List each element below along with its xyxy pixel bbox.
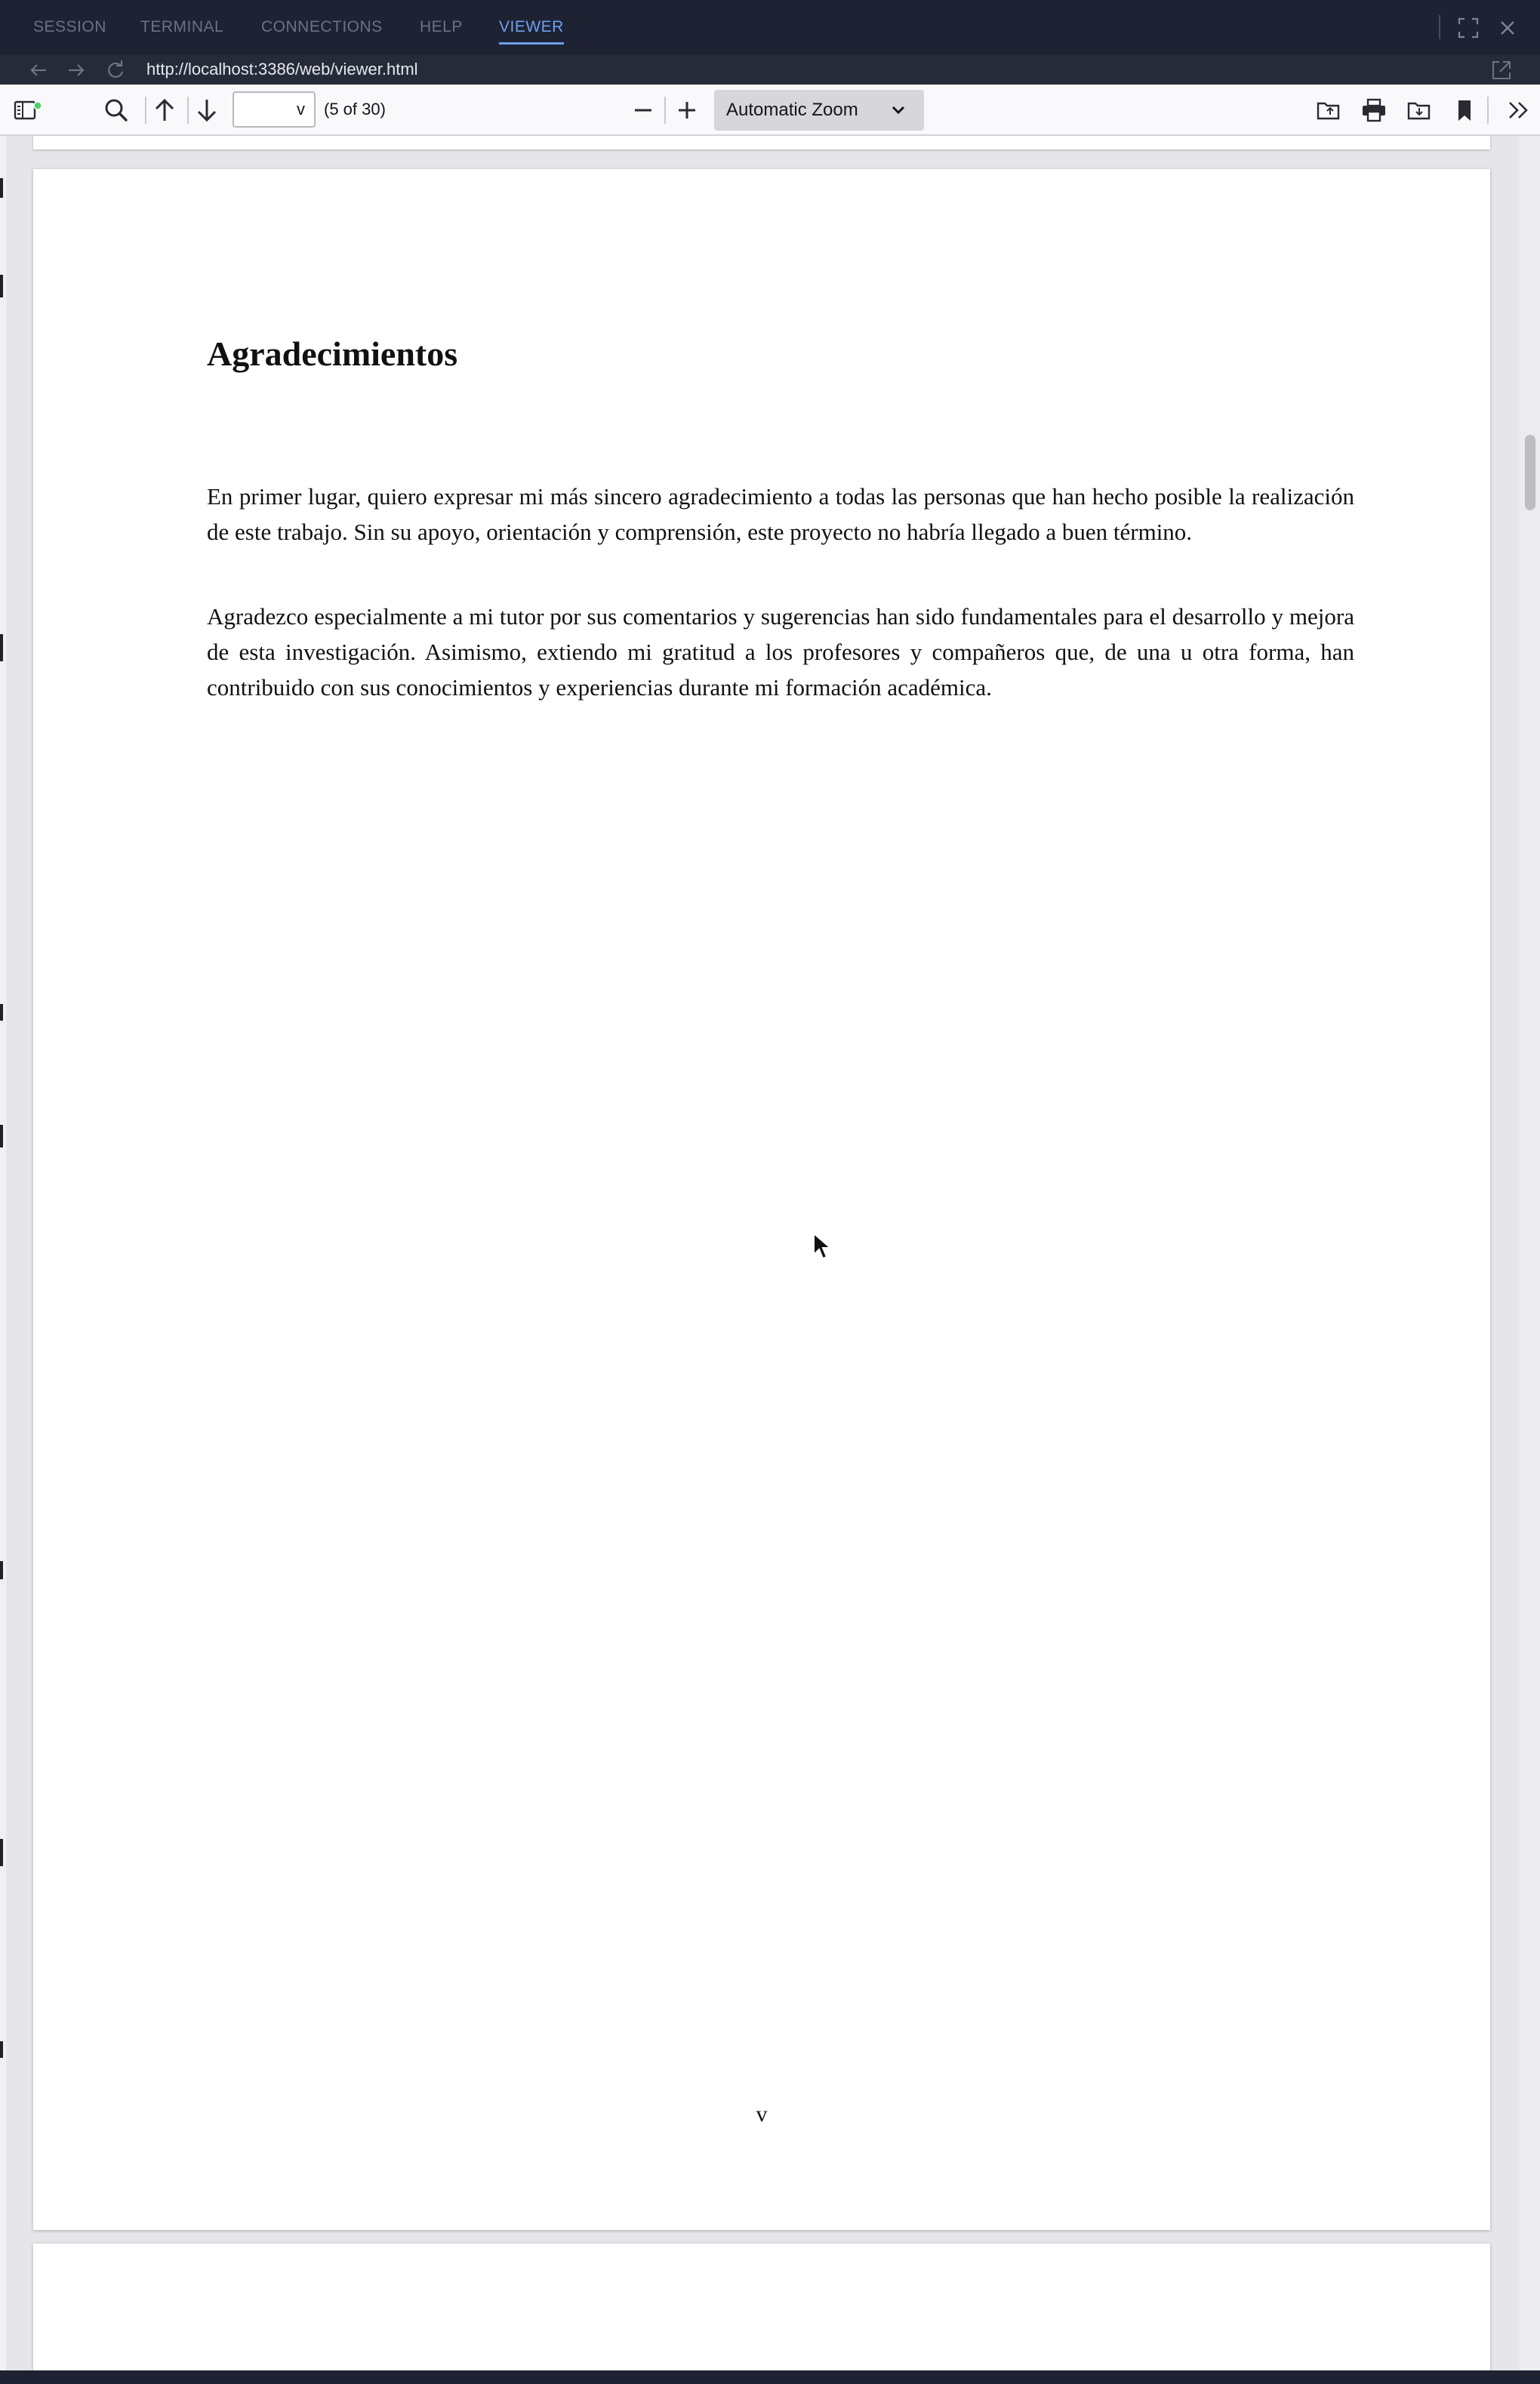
- pdf-page: [33, 169, 1490, 2230]
- tab-help[interactable]: HELP: [420, 18, 463, 35]
- edge-mark: [0, 1839, 3, 1866]
- toolbar-divider: [187, 97, 189, 124]
- chevron-down-icon: [889, 101, 907, 119]
- next-page-icon[interactable]: [192, 95, 222, 125]
- edge-mark: [0, 1004, 3, 1021]
- open-external-icon[interactable]: [1490, 59, 1513, 82]
- bottom-bar: [0, 2370, 1540, 2384]
- edge-mark: [0, 2041, 3, 2058]
- edge-mark: [0, 634, 3, 661]
- edge-mark: [0, 275, 3, 297]
- edge-mark: [0, 1125, 3, 1147]
- edge-mark: [0, 1561, 3, 1579]
- tab-viewer[interactable]: VIEWER: [499, 17, 564, 39]
- zoom-select-value: Automatic Zoom: [726, 100, 858, 120]
- sidebar-toggle-icon[interactable]: [12, 95, 42, 125]
- download-icon[interactable]: [1404, 95, 1434, 125]
- next-page-edge: [33, 2244, 1490, 2370]
- back-arrow-icon[interactable]: [27, 59, 50, 82]
- fullscreen-icon[interactable]: [1457, 17, 1480, 39]
- forward-arrow-icon[interactable]: [65, 59, 88, 82]
- page-heading: Agradecimientos: [207, 334, 458, 373]
- print-icon[interactable]: [1359, 95, 1389, 125]
- zoom-select[interactable]: [714, 90, 924, 131]
- left-edge-strip: [0, 136, 6, 2370]
- previous-page-icon[interactable]: [149, 95, 180, 125]
- tab-bar: [0, 0, 1540, 54]
- toolbar-divider: [1487, 97, 1489, 124]
- window-controls-divider: [1439, 15, 1440, 39]
- open-file-icon[interactable]: [1314, 95, 1344, 125]
- bookmark-icon[interactable]: [1449, 95, 1480, 125]
- tab-connections[interactable]: CONNECTIONS: [261, 18, 383, 35]
- reload-icon[interactable]: [104, 59, 127, 82]
- tab-session[interactable]: SESSION: [33, 18, 106, 35]
- url-field[interactable]: http://localhost:3386/web/viewer.html: [146, 60, 418, 79]
- zoom-in-icon[interactable]: [672, 95, 702, 125]
- close-icon[interactable]: [1496, 17, 1519, 39]
- paragraph: En primer lugar, quiero expresar mi más sincero agradecimiento a todas las personas que han hecho posible la realización de este trabajo. Sin su apoyo, orientación y comprensión, este proyecto no habría llegado a buen término.: [207, 483, 1354, 545]
- previous-page-edge: [33, 136, 1490, 149]
- toolbar-divider: [664, 97, 666, 124]
- document-viewer[interactable]: [0, 136, 1540, 2370]
- tab-terminal[interactable]: TERMINAL: [140, 18, 224, 35]
- page-count-label: (5 of 30): [324, 100, 386, 119]
- toolbar-divider: [145, 97, 146, 124]
- search-icon[interactable]: [101, 95, 131, 125]
- page-number-input[interactable]: [233, 91, 316, 128]
- edge-mark: [0, 178, 3, 198]
- zoom-out-icon[interactable]: [628, 95, 658, 125]
- scrollbar-thumb[interactable]: [1525, 435, 1535, 510]
- address-bar: [0, 54, 1540, 85]
- mouse-cursor-icon: [812, 1232, 832, 1261]
- paragraph: Agradezco especialmente a mi tutor por sus comentarios y sugerencias han sido fundamentales para el desarrollo y mejora de esta investigación. Asimismo, extiendo mi gratitud a los profesores y compañeros que, de una u otra forma, han contribuido con sus conocimientos y experiencias durante mi formación académica.: [207, 603, 1354, 701]
- page-number-footer: v: [756, 2102, 768, 2127]
- tools-menu-icon[interactable]: [1504, 95, 1534, 125]
